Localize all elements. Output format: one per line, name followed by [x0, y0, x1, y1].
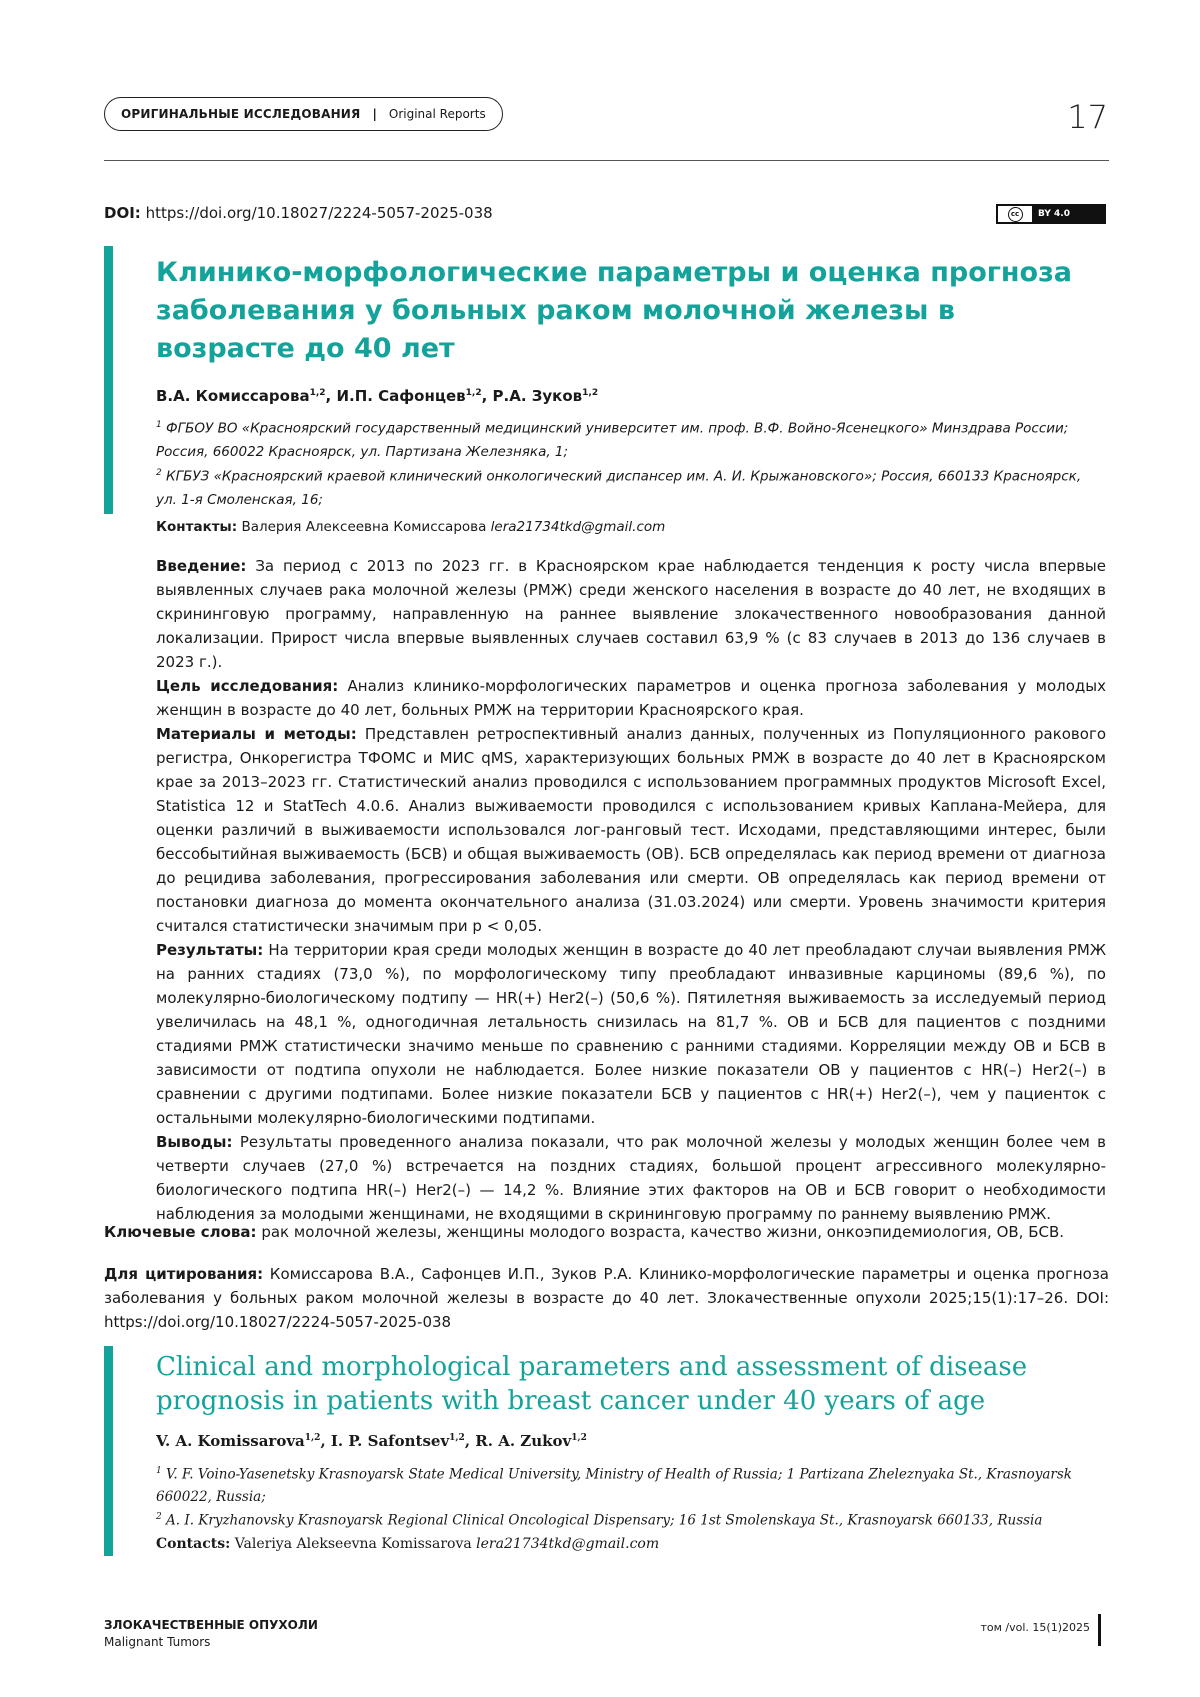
author-affil-sup: 1,2: [449, 1433, 465, 1443]
abstract-section-text: Представлен ретроспективный анализ данных, полученных из Популяционного ракового регистра, Онкорегистра ТФОМС и МИС qMS, характеризующих больных РМЖ в возрасте до 40 лет в Красноярском крае за 2013–2023 гг. Статистический анализ проводился с использованием программных продуктов Microsoft Excel, Statistica 12 и StatTech 4.0.6. Анализ выживаемости проводился с использованием кривых Каплана-Мейера, для оценки различий в выживаемости использовался лог-ранговый тест. Исходами, представляющими интерес, были бессобытийная выживаемость (БСВ) и общая выживаемость (ОВ). БСВ определялась как период времени от диагноза до рецидива заболевания, прогрессирования заболевания или смерти. ОВ определялась как период времени от постановки диагноза до момента окончательного анализа (31.03.2024) или смерти. Уровень значимости критерия считался статистически значимым при p < 0,05.: [156, 725, 1107, 935]
doi-link[interactable]: https://doi.org/10.18027/2224-5057-2025-038: [145, 204, 493, 222]
abstract-aim: [156, 674, 1106, 722]
affiliation-number: 2: [156, 468, 162, 478]
abstract-section-text: На территории края среди молодых женщин в возрасте до 40 лет преобладают случаи выявления РМЖ на ранних стадиях (73,0 %), по морфологическому типу преобладают инвазивные карциномы (89,6 %), по молекулярно-биологическому подтипу — HR(+) Her2(–) (50,6 %). Пятилетняя выживаемость за исследуемый период увеличилась на 48,1 %, одногодичная летальность снизилась на 81,7 %. ОВ и БСВ для пациентов с поздними стадиями РМЖ статистически значимо меньше по сравнению с ранними стадиями. Корреляции между ОВ и БСВ в зависимости от подтипа опухоли не наблюдается. Более низкие показатели ОВ у пациентов с HR(–) Her2(–) в сравнении с другими подтипами. Более низкие показатели БСВ у пациентов с HR(+) Her2(–), чем у пациенток с остальными молекулярно-биологическими подтипами.: [156, 941, 1106, 1127]
footer-bar: [1098, 1614, 1101, 1646]
affiliation-text: V. F. Voino-Yasenetsky Krasnoyarsk State Medical University, Ministry of Health of Russia; 1 Partizana Zheleznyaka St., Krasnoyarsk 660022, Russia;: [156, 1466, 1072, 1505]
cc-icon: cc: [998, 206, 1032, 222]
author-name: В.А. Комиссарова: [156, 387, 310, 405]
abstract-introduction: [156, 554, 1106, 674]
citation: [104, 1262, 1109, 1334]
journal-name-ru: ЗЛОКАЧЕСТВЕННЫЕ ОПУХОЛИ: [104, 1618, 318, 1632]
page-number: 17: [1067, 98, 1108, 136]
author-name: V. A. Komissarova: [156, 1432, 305, 1450]
affiliation-en-2: [156, 1506, 1106, 1532]
contacts-label: Contacts:: [156, 1536, 231, 1552]
author-affil-sup: 1,2: [465, 388, 482, 398]
author-affil-sup: 1,2: [304, 1433, 321, 1443]
section-label-ru: ОРИГИНАЛЬНЫЕ ИССЛЕДОВАНИЯ: [121, 107, 361, 121]
abstract-methods: [156, 722, 1106, 938]
author-affil-sup: 1,2: [582, 388, 599, 398]
article-title-en: Clinical and morphological parameters and assessment of disease prognosis in patients with breast cancer under 40 years of age: [156, 1352, 1028, 1416]
affiliation-number: 1: [156, 420, 162, 430]
contacts-en: [156, 1536, 659, 1552]
affiliation-text: КГБУЗ «Красноярский краевой клинический онкологический диспансер им. А. И. Крыжановского»; Россия, 660133 Красноярск, ул. 1-я Смоленская, 16;: [156, 468, 1082, 508]
affiliation-text: ФГБОУ ВО «Красноярский государственный медицинский университет им. проф. В.Ф. Войно-Ясенецкого» Минздрава России; Россия, 660022 Красноярск, ул. Партизана Железняка, 1;: [156, 420, 1069, 460]
author-affil-sup: 1,2: [571, 1433, 587, 1443]
header-divider: [104, 160, 1109, 161]
contacts-ru: [156, 519, 665, 535]
affiliation-ru-1: [156, 414, 1106, 464]
doi: [104, 204, 493, 222]
abstract-section-text: Анализ клинико-морфологических параметров и оценка прогноза заболевания у молодых женщин в возрасте до 40 лет, больных РМЖ на территории Красноярского края.: [156, 677, 1106, 719]
citation-text: Комиссарова В.А., Сафонцев И.П., Зуков Р.А. Клинико-морфологические параметры и оценка прогноза заболевания у больных раком молочной железы в возрасте до 40 лет. Злокачественные опухоли 2025;15(1):17–26. DOI: https://doi.org/10.18027/2224-5057-2025-038: [104, 1265, 1109, 1331]
contact-name: Valeriya Alekseevna Komissarova: [234, 1536, 472, 1552]
affiliation-number: 2: [156, 1512, 162, 1522]
abstract-section-label: Выводы:: [156, 1133, 233, 1151]
footer-volume: том /vol. 15(1)2025: [980, 1621, 1090, 1634]
ru-accent-bar: [104, 246, 113, 514]
authors-ru: В.А. Комиссарова$^{1,2}$, И.П. Сафонцев$^{1,2}$, Р.А. Зуков$^{1,2}$: [156, 387, 599, 405]
keywords: [104, 1220, 1109, 1244]
doi-label: DOI:: [104, 204, 141, 222]
abstract-section-text: Результаты проведенного анализа показали, что рак молочной железы у молодых женщин более чем в четверти случаев (27,0 %) встречается на поздних стадиях, большой процент агрессивного молекулярно-биологического подтипа HR(–) Her2(–) — 14,2 %. Влияние этих факторов на ОВ и БСВ говорит о необходимости наблюдения за молодыми женщинами, не входящими в скрининговую программу по раннему выявлению РМЖ.: [156, 1133, 1106, 1223]
author-name: R. A. Zukov: [475, 1432, 572, 1450]
contact-email[interactable]: lera21734tkd@gmail.com: [490, 519, 666, 535]
keywords-label: Ключевые слова:: [104, 1223, 257, 1241]
abstract-section-label: Введение:: [156, 557, 247, 575]
citation-label: Для цитирования:: [104, 1265, 264, 1283]
article-title-ru: Клинико-морфологические параметры и оценка прогноза заболевания у больных раком молочной железы в возрасте до 40 лет: [156, 257, 1072, 364]
author-name: I. P. Safontsev: [330, 1432, 450, 1450]
abstract-section-label: Цель исследования:: [156, 677, 339, 695]
license-badge[interactable]: [996, 204, 1106, 224]
abstract-conclusions: [156, 1130, 1106, 1226]
affiliation-number: 1: [156, 1466, 162, 1476]
affiliation-ru-2: [156, 462, 1106, 512]
author-name: Р.А. Зуков: [492, 387, 583, 405]
author-name: И.П. Сафонцев: [336, 387, 466, 405]
license-text: BY 4.0: [1032, 206, 1104, 222]
abstract-section-text: За период с 2013 по 2023 гг. в Красноярском крае наблюдается тенденция к росту числа впервые выявленных случаев рака молочной железы (РМЖ) среди женского населения в возрасте до 40 лет, не входящих в скрининговую программу, направленную на раннее выявление злокачественного новообразования данной локализации. Прирост числа впервые выявленных случаев составил 63,9 % (с 83 случаев в 2013 до 136 случаев в 2023 г.).: [156, 557, 1106, 671]
abstract-section-label: Материалы и методы:: [156, 725, 357, 743]
contacts-label: Контакты:: [156, 519, 238, 535]
abstract-section-label: Результаты:: [156, 941, 264, 959]
footer-journal: [104, 1618, 318, 1649]
section-label: [104, 97, 503, 131]
section-label-en: Original Reports: [388, 107, 486, 121]
affiliation-text: A. I. Kryzhanovsky Krasnoyarsk Regional Clinical Oncological Dispensary; 16 1st Smolenskaya St., Krasnoyarsk 660133, Russia: [166, 1512, 1043, 1529]
contact-name: Валерия Алексеевна Комиссарова: [241, 519, 487, 535]
contact-email[interactable]: lera21734tkd@gmail.com: [476, 1536, 660, 1552]
affiliation-en-1: [156, 1460, 1106, 1508]
abstract-ru: [156, 554, 1106, 1226]
abstract-results: [156, 938, 1106, 1130]
authors-en: V. A. Komissarova$^{1,2}$, I. P. Safontsev$^{1,2}$, R. A. Zukov$^{1,2}$: [156, 1432, 587, 1450]
section-separator: |: [372, 107, 377, 121]
journal-name-en: Malignant Tumors: [104, 1635, 211, 1649]
en-accent-bar: [104, 1346, 113, 1556]
keywords-text: рак молочной железы, женщины молодого возраста, качество жизни, онкоэпидемиология, ОВ, БСВ.: [261, 1223, 1065, 1241]
author-affil-sup: 1,2: [309, 388, 326, 398]
